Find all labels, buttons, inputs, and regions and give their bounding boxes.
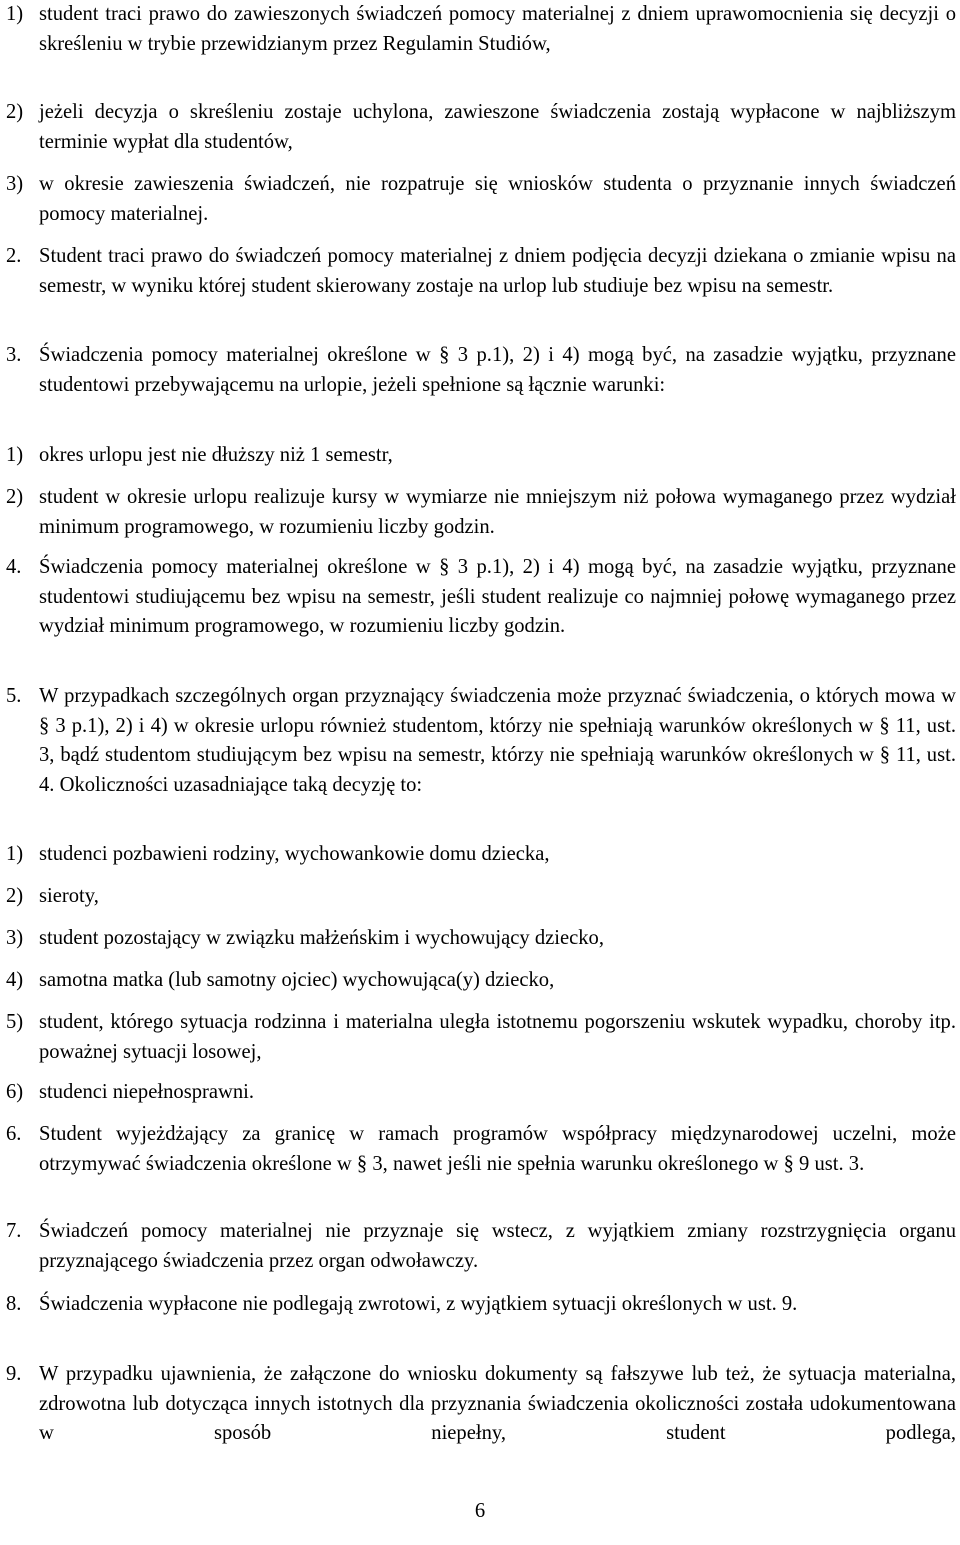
section-text: Świadczeń pomocy materialnej nie przyznaje się wstecz, z wyjątkiem zmiany rozstrzygnięcia organu przyznającego świadczenia przez organ odwoławczy. — [39, 1220, 956, 1272]
item-text: w okresie zawieszenia świadczeń, nie rozpatruje się wniosków studenta o przyznanie innych świadczeń pomocy materialnej. — [39, 173, 956, 225]
section-paragraph — [6, 242, 956, 301]
item-text: okres urlopu jest nie dłuższy niż 1 semestr, — [39, 444, 393, 466]
item-number: 3) — [6, 927, 24, 949]
item-number: 2) — [6, 885, 24, 907]
list-item — [6, 170, 956, 229]
item-number: 1) — [6, 444, 24, 466]
item-text: student traci prawo do zawieszonych świadczeń pomocy materialnej z dniem uprawomocnienia się decyzji o skreśleniu w trybie przewidzianym przez Regulamin Studiów, — [39, 3, 956, 55]
section-text: Świadczenia wypłacone nie podlegają zwrotowi, z wyjątkiem sytuacji określonych w ust. 9. — [39, 1293, 798, 1315]
list-item — [6, 840, 956, 870]
section-number: 4. — [6, 556, 22, 578]
list-item — [6, 483, 956, 542]
section-number: 7. — [6, 1220, 22, 1242]
section-paragraph — [6, 1290, 956, 1320]
item-number: 2) — [6, 101, 24, 123]
section-number: 6. — [6, 1123, 22, 1145]
list-item — [6, 441, 956, 471]
list-item — [6, 882, 956, 912]
item-number: 1) — [6, 843, 24, 865]
section-number: 9. — [6, 1363, 22, 1385]
list-item — [6, 924, 956, 954]
section-text: W przypadku ujawnienia, że załączone do wniosku dokumenty są fałszywe lub też, że sytuacja materialna, zdrowotna lub dotycząca innych istotnych dla przyznania świadczenia okoliczności została udokumentowana w sposób niepełny, student podlega, — [39, 1363, 956, 1444]
item-number: 3) — [6, 173, 24, 195]
section-paragraph — [6, 341, 956, 400]
item-number: 4) — [6, 969, 24, 991]
list-item — [6, 966, 956, 996]
section-text: Świadczenia pomocy materialnej określone w § 3 p.1), 2) i 4) mogą być, na zasadzie wyjątku, przyznane studentowi studiującemu bez wpisu na semestr, jeśli student realizuje co najmniej połowę wymaganego przez wydział minimum programowego, w rozumieniu liczby godzin. — [39, 556, 956, 637]
item-text: samotna matka (lub samotny ojciec) wychowująca(y) dziecko, — [39, 969, 555, 991]
section-text: W przypadkach szczególnych organ przyznający świadczenia może przyznać świadczenia, o których mowa w § 3 p.1), 2) i 4) w okresie urlopu również studentom, którzy nie spełniają warunków określonych w § 11, ust. 3, bądź studentom studiującym bez wpisu na semestr, którzy nie spełniają warunków określonych w § 11, ust. 4. Okoliczności uzasadniające taką decyzję to: — [39, 685, 956, 796]
section-paragraph — [6, 553, 956, 642]
list-item — [6, 98, 956, 157]
section-number: 2. — [6, 245, 22, 267]
section-paragraph — [6, 1120, 956, 1179]
section-paragraph — [6, 682, 956, 800]
section-paragraph — [6, 1217, 956, 1276]
section-text: Świadczenia pomocy materialnej określone w § 3 p.1), 2) i 4) mogą być, na zasadzie wyjątku, przyznane studentowi przebywającemu na urlopie, jeżeli spełnione są łącznie warunki: — [39, 344, 956, 396]
item-number: 1) — [6, 3, 24, 25]
item-text: student pozostający w związku małżeńskim i wychowujący dziecko, — [39, 927, 605, 949]
section-text: Student traci prawo do świadczeń pomocy materialnej z dniem podjęcia decyzji dziekana o zmianie wpisu na semestr, w wyniku której student skierowany zostaje na urlop lub studiuje bez wpisu na semestr. — [39, 245, 956, 297]
page-number: 6 — [474, 1500, 486, 1522]
item-number: 6) — [6, 1081, 24, 1103]
item-text: student, którego sytuacja rodzinna i materialna uległa istotnemu pogorszeniu wskutek wypadku, choroby itp. poważnej sytuacji losowej, — [39, 1011, 956, 1063]
section-number: 5. — [6, 685, 22, 707]
list-item — [6, 1008, 956, 1067]
section-number: 8. — [6, 1293, 22, 1315]
item-text: jeżeli decyzja o skreśleniu zostaje uchylona, zawieszone świadczenia zostają wypłacone w najbliższym terminie wypłat dla studentów, — [39, 101, 956, 153]
item-text: sieroty, — [39, 885, 99, 907]
item-number: 2) — [6, 486, 24, 508]
section-number: 3. — [6, 344, 22, 366]
item-text: student w okresie urlopu realizuje kursy w wymiarze nie mniejszym niż połowa wymaganego przez wydział minimum programowego, w rozumieniu liczby godzin. — [39, 486, 956, 538]
section-paragraph — [6, 1360, 956, 1449]
item-text: studenci niepełnosprawni. — [39, 1081, 255, 1103]
list-item — [6, 1078, 956, 1108]
item-number: 5) — [6, 1011, 24, 1033]
list-item — [6, 0, 956, 59]
section-text: Student wyjeżdżający za granicę w ramach programów współpracy międzynarodowej uczelni, może otrzymywać świadczenia określone w § 3, nawet jeśli nie spełnia warunku określonego w § 9 ust. 3. — [39, 1123, 956, 1175]
item-text: studenci pozbawieni rodziny, wychowankowie domu dziecka, — [39, 843, 550, 865]
